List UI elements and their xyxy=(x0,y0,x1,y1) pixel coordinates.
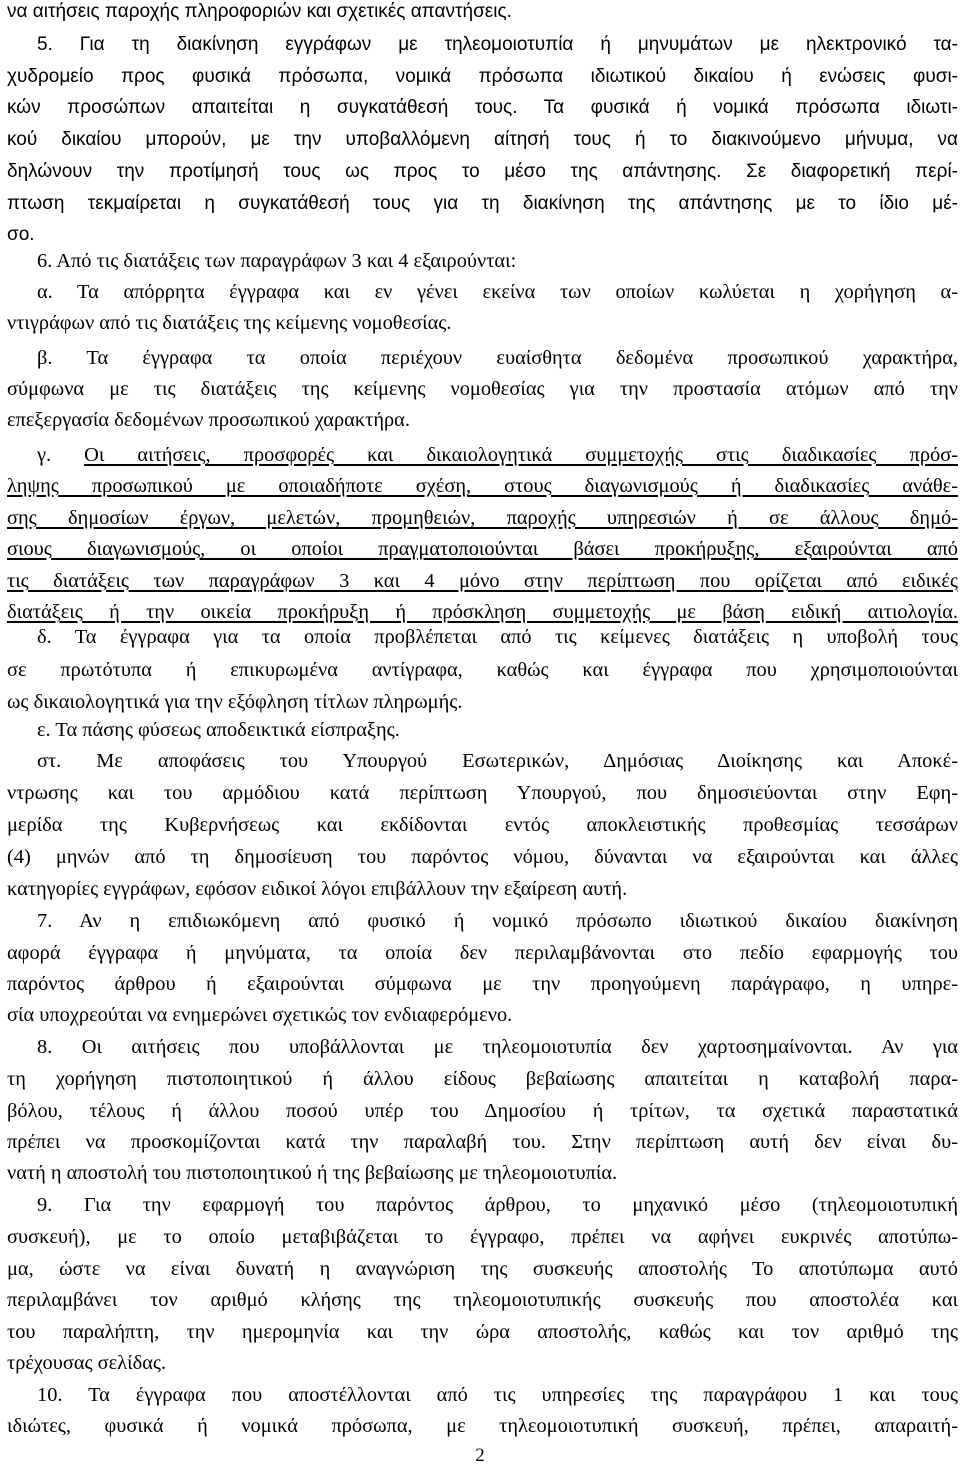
item-beta-line: β. Τα έγγραφα τα οποία περιέχουν ευαίσθητα δεδομένα προσωπικού χαρακτήρα, xyxy=(37,347,958,369)
text-line: να αιτήσεις παροχής πληροφοριών και σχετικές απαντήσεις. xyxy=(7,1,512,22)
item-alpha-line: ντιγράφων από τις διατάξεις της κείμενης νομοθεσίας. xyxy=(7,312,452,334)
paragraph-9-line: του παραλήπτη, την ημερομηνία και την ώρα αποστολής, καθώς και τον αριθμό της xyxy=(7,1321,958,1343)
item-delta-line: ως δικαιολογητικά για την εξόφληση τίτλων πληρωμής. xyxy=(7,691,463,713)
paragraph-5-line: κού δικαίου μπορούν, με την υποβαλλόμενη αίτησή τους ή το διακινούμενο μήνυμα, να xyxy=(7,129,958,150)
paragraph-7-line: 7. Αν η επιδιωκόμενη από φυσικό ή νομικό πρόσωπο ιδιωτικού δικαίου διακίνηση xyxy=(37,910,958,932)
item-st-line: (4) μηνών από τη δημοσίευση του παρόντος νόμου, δύνανται να εξαιρούνται και άλλες xyxy=(7,846,958,868)
paragraph-5-line: χυδρομείο προς φυσικά πρόσωπα, νομικά πρόσωπα ιδιωτικού δικαίου ή ενώσεις φυσι- xyxy=(7,66,958,87)
paragraph-7-line: παρόντος άρθρου ή εξαιρούνται σύμφωνα με την προηγούμενη παράγραφο, η υπηρε- xyxy=(7,973,958,995)
paragraph-9-line: συσκευή), με το οποίο μεταβιβάζεται το έγγραφο, πρέπει να αφήνει ευκρινές αποτύπω- xyxy=(7,1226,958,1248)
item-gamma-line: σιους διαγωνισμούς, οι οποίοι πραγματοποιούνται βάσει προκήρυξης, εξαιρούνται από xyxy=(7,538,958,560)
page-number: 2 xyxy=(475,1445,485,1466)
item-epsilon-line: ε. Τα πάσης φύσεως αποδεικτικά είσπραξης. xyxy=(37,719,400,741)
item-st-line: μερίδα της Κυβερνήσεως και εκδίδονται εντός αποκλειστικής προθεσμίας τεσσάρων xyxy=(7,814,958,836)
paragraph-10-line: ιδιώτες, φυσικά ή νομικά πρόσωπα, με τηλεομοιοτυπική συσκευή, πρέπει, απαραιτή- xyxy=(7,1415,958,1437)
paragraph-5-line: πτωση τεκμαίρεται η συγκατάθεσή τους για τη διακίνηση της απάντησης με το ίδιο μέ- xyxy=(7,193,958,214)
paragraph-5-line: σο. xyxy=(7,224,35,245)
paragraph-5-line: 5. Για τη διακίνηση εγγράφων με τηλεομοιοτυπία ή μηνυμάτων με ηλεκτρονικό τα- xyxy=(37,34,958,55)
paragraph-7-line: σία υποχρεούται να ενημερώνει σχετικώς τον ενδιαφερόμενο. xyxy=(7,1004,513,1026)
item-alpha-line: α. Τα απόρρητα έγγραφα και εν γένει εκείνα των οποίων κωλύεται η χορήγηση α- xyxy=(37,281,958,303)
paragraph-9-line: 9. Για την εφαρμογή του παρόντος άρθρου, το μηχανικό μέσο (τηλεομοιοτυπική xyxy=(37,1194,958,1216)
item-gamma-line: ληψης προσωπικού με οποιαδήποτε σχέση, στους διαγωνισμούς ή διαδικασίες ανάθε- xyxy=(7,475,958,497)
item-gamma-line: διατάξεις ή την οικεία προκήρυξη ή πρόσκληση συμμετοχής με βάση ειδική αιτιολογία. xyxy=(7,601,958,623)
paragraph-8-line: 8. Οι αιτήσεις που υποβάλλονται με τηλεομοιοτυπία δεν χαρτοσημαίνονται. Αν για xyxy=(37,1036,958,1058)
item-delta-line: σε πρωτότυπα ή επικυρωμένα αντίγραφα, καθώς και έγγραφα που χρησιμοποιούνται xyxy=(7,659,958,681)
paragraph-10-line: 10. Τα έγγραφα που αποστέλλονται από τις υπηρεσίες της παραγράφου 1 και τους xyxy=(37,1384,958,1406)
item-gamma-text: Οι αιτήσεις, προσφορές και δικαιολογητικά συμμετοχής στις διαδικασίες πρόσ- xyxy=(84,444,958,466)
paragraph-8-line: πρέπει να προσκομίζονται κατά την παραλαβή του. Στην περίπτωση αυτή δεν είναι δυ- xyxy=(7,1131,958,1153)
paragraph-5-line: δηλώνουν την προτίμησή τους ως προς το μέσο της απάντησης. Σε διαφορετική περί- xyxy=(7,161,958,182)
item-delta-line: δ. Τα έγγραφα για τα οποία προβλέπεται από τις κείμενες διατάξεις η υποβολή τους xyxy=(37,626,958,648)
item-st-line: ντρωσης και του αρμόδιου κατά περίπτωση Υπουργού, που δημοσιεύονται στην Εφη- xyxy=(7,782,958,804)
paragraph-9-line: τρέχουσας σελίδας. xyxy=(7,1352,167,1374)
paragraph-9-line: περιλαμβάνει τον αριθμό κλήσης της τηλεομοιοτυπικής συσκευής που αποστολέα και xyxy=(7,1289,958,1311)
paragraph-7-line: αφορά έγγραφα ή μηνύματα, τα οποία δεν περιλαμβάνονται στο πεδίο εφαρμογής του xyxy=(7,942,958,964)
item-gamma-line: τις διατάξεις των παραγράφων 3 και 4 μόνο στην περίπτωση που ορίζεται από ειδικές xyxy=(7,570,958,592)
paragraph-5-line: κών προσώπων απαιτείται η συγκατάθεσή τους. Τα φυσικά ή νομικά πρόσωπα ιδιωτι- xyxy=(7,97,958,118)
paragraph-6-heading: 6. Από τις διατάξεις των παραγράφων 3 και 4 εξαιρούνται: xyxy=(37,250,517,272)
item-st-line: στ. Με αποφάσεις του Υπουργού Εσωτερικών, Δημόσιας Διοίκησης και Αποκέ- xyxy=(37,750,958,772)
paragraph-9-line: μα, ώστε να είναι δυνατή η αναγνώριση της συσκευής αποστολής Το αποτύπωμα αυτό xyxy=(7,1258,958,1280)
item-st-line: κατηγορίες εγγράφων, εφόσον ειδικοί λόγοι επιβάλλουν την εξαίρεση αυτή. xyxy=(7,878,628,900)
paragraph-8-line: βόλου, τέλους ή άλλου ποσού υπέρ του Δημοσίου ή τρίτων, τα σχετικά παραστατικά xyxy=(7,1100,958,1122)
paragraph-8-line: νατή η αποστολή του πιστοποιητικού ή της βεβαίωσης με τηλεομοιοτυπία. xyxy=(7,1162,618,1184)
item-beta-line: σύμφωνα με τις διατάξεις της κείμενης νομοθεσίας για την προστασία ατόμων από την xyxy=(7,378,958,400)
item-gamma-line: σης δημοσίων έργων, μελετών, προμηθειών, παροχής υπηρεσιών ή σε άλλους δημό- xyxy=(7,507,958,529)
item-gamma-marker: γ. xyxy=(37,444,52,466)
item-gamma-line xyxy=(7,439,958,472)
paragraph-8-line: τη χορήγηση πιστοποιητικού ή άλλου είδους βεβαίωσης απαιτείται η καταβολή παρα- xyxy=(7,1068,958,1090)
item-beta-line: επεξεργασία δεδομένων προσωπικού χαρακτήρα. xyxy=(7,409,410,431)
